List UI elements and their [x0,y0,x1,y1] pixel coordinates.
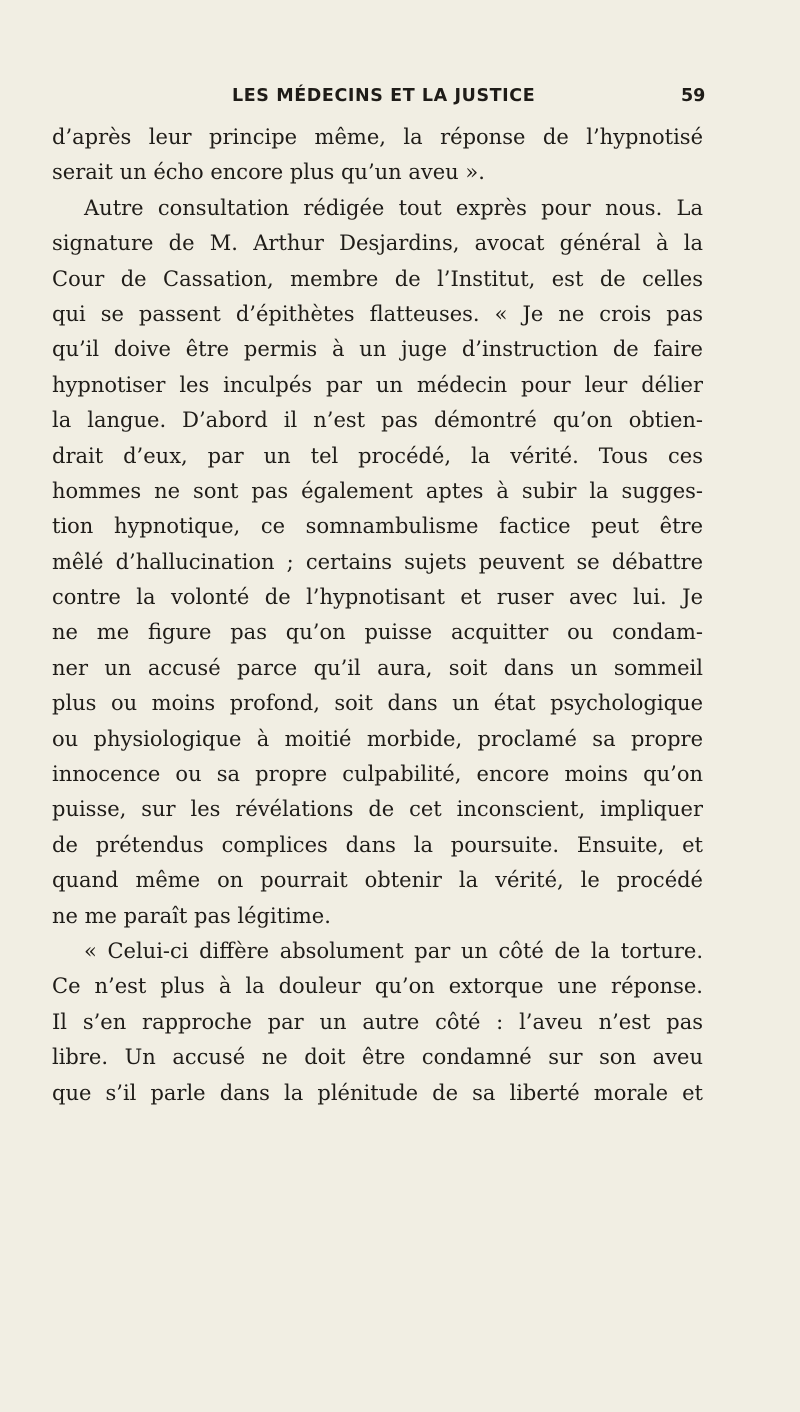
text-line: contre la volonté de l’hypnotisant et ruser avec lui. Je [52,585,703,610]
text-line: ne me figure pas qu’on puisse acquitter ou condam- [52,620,703,645]
text-line: de prétendus complices dans la poursuite. Ensuite, et [52,832,703,857]
text-line: d’après leur principe même, la réponse de l’hypnotisé [52,125,703,149]
text-line: que s’il parle dans la plénitude de sa liberté morale et [52,1080,703,1105]
text-line: mêlé d’hallucination ; certains sujets peuvent se débattre [52,549,703,574]
text-line: hommes ne sont pas également aptes à subir la sugges- [52,478,703,503]
text-line: Il s’en rapproche par un autre côté : l’aveu n’est pas [52,1009,703,1034]
text-line: tion hypnotique, ce somnambulisme factice peut être [52,514,703,539]
text-line: drait d’eux, par un tel procédé, la vérité. Tous ces [52,443,703,468]
running-header [0,86,800,110]
text-line: « Celui-ci diffère absolument par un côté de la torture. [84,938,703,963]
text-line: serait un écho encore plus qu’un aveu ». [52,160,485,185]
text-line: plus ou moins profond, soit dans un état psychologique [52,691,703,716]
text-line: ner un accusé parce qu’il aura, soit dans un sommeil [52,655,703,680]
text-line: Cour de Cassation, membre de l’Institut, est de celles [52,266,703,291]
text-line: ou physiologique à moitié morbide, proclamé sa propre [52,726,703,751]
text-line: hypnotiser les inculpés par un médecin pour leur délier [52,372,703,397]
text-line: innocence ou sa propre culpabilité, encore moins qu’on [52,762,703,787]
text-line: qu’il doive être permis à un juge d’instruction de faire [52,337,703,362]
text-line: qui se passent d’épithètes flatteuses. « Je ne crois pas [52,301,703,326]
text-line: ne me paraît pas légitime. [52,903,331,928]
text-line: quand même on pourrait obtenir la vérité, le procédé [52,868,703,893]
running-title: LES MÉDECINS ET LA JUSTICE [232,86,536,106]
text-line: Autre consultation rédigée tout exprès pour nous. La [84,195,703,220]
text-line: Ce n’est plus à la douleur qu’on extorque une réponse. [52,974,703,999]
text-line: la langue. D’abord il n’est pas démontré qu’on obtien- [52,408,703,433]
text-line: signature de M. Arthur Desjardins, avocat général à la [52,231,703,256]
page-number: 59 [681,86,706,106]
text-line: puisse, sur les révélations de cet inconscient, impliquer [52,797,703,822]
text-line: libre. Un accusé ne doit être condamné sur son aveu [52,1045,703,1070]
body-text [52,120,703,1111]
